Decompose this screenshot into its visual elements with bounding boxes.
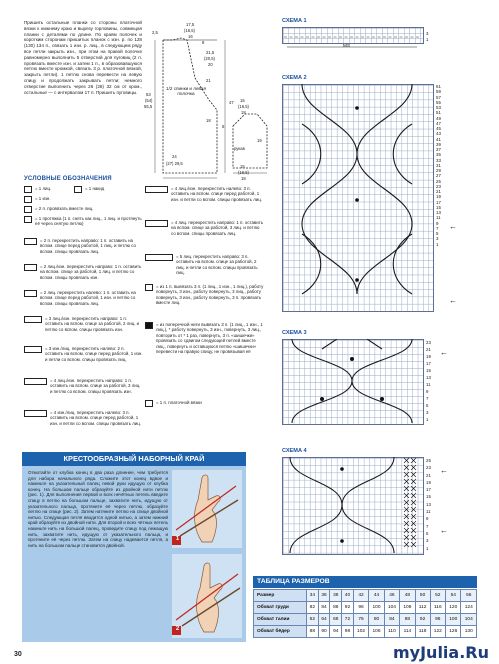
cross-4-right-symbol	[24, 378, 47, 385]
scheme-2-cables	[282, 84, 432, 310]
scheme-3-title: СХЕМА 3	[282, 330, 307, 336]
table-row: Размер 34 36 38 40 42 44 46 48 50 52 54 56	[254, 590, 477, 602]
dim-label: 8	[202, 40, 205, 45]
scheme-3-cables	[282, 339, 422, 423]
size-table	[253, 589, 477, 638]
dim-label: 18	[241, 110, 246, 115]
dim-label: 19	[257, 138, 262, 143]
table-row: Обхват талии 62 64 68 72 76 80 84 88 92 96 100 104	[254, 614, 477, 626]
scheme-3-repeat-arrow: ←	[440, 348, 448, 357]
legend-item: = 4 лиц. перекрестить направо: 1 п. оставить на вспом. спице за работой, 3 лиц. и петлю со вспом. спицы провязать лиц.	[145, 220, 265, 236]
scheme-2-repeat-arrow: ←	[449, 222, 457, 231]
cross-5-symbol	[145, 254, 173, 261]
ssk-symbol	[24, 216, 32, 223]
legend-item: = 2 лиц./изн. перекрестить направо: 1 п. оставить на вспом. спице за работой, 1 лиц. и петлю со вспом. спицы провязать изн.	[24, 264, 144, 280]
scheme-3-row-numbers: 23 21 19 17 15 13 11 9 7 5 3 1	[426, 340, 431, 422]
dim-label: 47	[229, 100, 234, 105]
dim-label: 24	[172, 154, 177, 159]
cross-4-left-purl-symbol	[145, 186, 168, 193]
cross-2-right-symbol	[24, 238, 37, 245]
scheme-2-title: СХЕМА 2	[282, 75, 307, 81]
scheme-2-row-numbers: 61 59 57 55 53 51 49 47 45 43 41 39 37 35 33 31 29 27 25 23 21 19 17 15 13 11 9 7 5 3 1	[436, 84, 441, 247]
howto-text: Отмотайте от клубка конец в два раза длиннее, чем требуется для набора начального ряда. Сложите этот конец вдвое и накиньте на указательный палец левой руки идущую от клубка конец. На большом пальце образуйте из двойной нити петлю (рис. 1). Для выполнения первой и всех нечётных петель введите спицу в петлю на большом пальце, захватите нить, идущую от указательного пальца, протяните её через петлю, образуйте петлю на спице (рис. 2). Затем натяните петлю на спице двойной нитью. Следующая петля вводится одной нитью, а затем нижний край образуйте из двойной нити. Для второй и всех чётных петель накиньте нить на большой палец, проведите спицу под лежащую нить, захватите нить, идущую от указательного пальца, и протяните её через петлю. Затем на спицу надевается петля, а нить на большом пальце становится двойной.	[28, 470, 168, 548]
piece1-label: 1/2 спинки и левая полочка	[166, 86, 206, 96]
scheme-4-title: СХЕМА 4	[282, 448, 307, 454]
dim-label: 15	[240, 164, 245, 169]
knit-symbol	[24, 186, 32, 193]
dim-label: 2,5	[152, 30, 158, 35]
legend-item: = 2 п. перекрестить направо: 1 п. оставить на вспом. спице перед работой, 1 лиц. и петлю со вспом. спицы провязать лиц.	[24, 238, 144, 254]
dim-label: (20,5)	[204, 56, 215, 61]
table-row: Обхват бёдер 88 90 94 98 102 106 110 114 118 122 126 130	[254, 626, 477, 638]
yarn-over-symbol	[74, 186, 82, 193]
size-table-title: ТАБЛИЦА РАЗМЕРОВ	[253, 576, 477, 588]
cross-4-left-symbol	[24, 410, 47, 417]
legend-item: = 1 накид	[74, 186, 134, 193]
site-watermark[interactable]: myJulia.Ru	[393, 643, 489, 662]
dim-label: 16	[188, 34, 193, 39]
legend-item: = 4 лиц./изн. перекрестить направо: 1 п. оставить на вспом. спице за работой, 3 лиц. и петлю со вспом. спицы провязать изн.	[24, 378, 144, 394]
bobble-from-strand-symbol	[145, 322, 153, 329]
dim-label: (16,5)	[238, 104, 249, 109]
scheme-1-title: СХЕМА 1	[282, 18, 307, 24]
cross-4-knit-symbol	[145, 220, 168, 227]
dim-label: (27) 29,5	[166, 161, 183, 166]
dim-label: 17,5	[186, 22, 195, 27]
cross-3-left-symbol	[24, 346, 42, 353]
legend-item: = 1 п. платочной вязки	[145, 400, 265, 407]
scheme-1-row: 1	[426, 37, 429, 42]
scheme-4-repeat-arrow: ←	[440, 466, 448, 475]
legend-item: = из поперечной нити вывязать 3 п. (1 лиц., 1 изн., 1 лиц.), * работу повернуть, 3 изн., повернуть, 3 лиц., повторить от * 1 раз, повернуть, 3 п. «шишечки» провязать со сдвигом следующей петлей вместе лиц., повернуть и оставшуюся петлю «шишечки» перевести на правую спицу, не провязывая её	[145, 322, 265, 354]
bobble-symbol	[145, 284, 153, 291]
dim-label: 21,5	[206, 50, 215, 55]
k2tog-symbol	[24, 206, 32, 213]
pattern-schematic	[145, 18, 275, 188]
dim-label: 5	[222, 124, 225, 129]
howto-title: КРЕСТООБРАЗНЫЙ НАБОРНЫЙ КРАЙ	[22, 452, 246, 466]
intro-text: Пришить остальные планки со стороны платочной вязки к нижнему краю и вырезу горловины, совмещая планки с деталями по длине. По краям полочек и коротким сторонам пришитых планок с изн. р. по 128 (130) 134 п., связать 1 изн. р. лиц., в следующем ряду все петли закрыть изн., при этом на правой полочке равномерно выполнить 5 отверстий для пуговиц (2 п. провязать вместе изн. и затем 1 п., в образовавшуюся петлю вместе кромкой, связать 3 р. платочной вязкой, закрыть петли). 1 петлю снова перевести на левую спицу и продолжать закрывать петли; немного отверстие выполнить через 26 (28) 32 см от кром., остальные — с интервалом 17 п. Пришить пуговицы.	[24, 20, 142, 95]
legend-item: = 4 изн./лиц. перекрестить налево: 3 п. оставить на вспом. спице перед работой, 1 изн. и петли со вспом. спицы провязать лиц.	[24, 410, 144, 426]
legend-item: = 3 лиц./изн. перекрестить направо: 1 п. оставить на вспом. спице за работой, 2 лиц. и петлю со вспом. спицы провязать изн.	[24, 316, 144, 332]
cross-3-right-symbol	[24, 316, 42, 323]
purl-symbol	[24, 196, 32, 203]
dim-label: (16,5)	[184, 28, 195, 33]
dim-label: (54)	[145, 98, 153, 103]
scheme-4-row-numbers: 25 23 21 19 17 15 13 11 9 7 5 3 1	[426, 458, 431, 551]
dim-label: 53	[146, 92, 151, 97]
legend-item: = 5 лиц. перекрестить направо: 3 п. оставить на вспом. спице за работой, 2 лиц. и петли со вспом. спицы провязать лиц.	[145, 254, 265, 276]
scheme-4-cables	[282, 457, 422, 553]
scheme-2-repeat-arrow: ←	[449, 296, 457, 305]
howto-illustrations	[172, 470, 242, 640]
legend-item: = 4 лиц./изн. перекрестить налево: 3 п. оставить на вспом. спице перед работой, 1 изн. и петли со вспом. спицы провязать лиц.	[145, 186, 265, 202]
dim-label: 55,5	[144, 104, 153, 109]
legend-item: = 1 изн.	[24, 196, 84, 203]
page-number: 30	[14, 651, 22, 658]
legend-item: = из 1 п. вывязать 3 п. (1 лиц., 1 изн., 1 лиц.), работу повернуть, 3 изн., работу повернуть, 3 лиц., работу повернуть, 3 изн., работу повернуть, 3 п. провязать вместе лиц.	[145, 284, 265, 306]
legend-item: = 2 п. провязать вместе лиц.	[24, 206, 144, 213]
legend-item: = 2 лиц. перекрестить налево: 1 п. оставить на вспом. спице перед работой, 1 изн. и петлю со вспом. спицы провязать лиц.	[24, 290, 144, 306]
fig-2-number: 2	[175, 626, 180, 632]
cross-2-left-symbol	[24, 290, 37, 297]
dim-label: 18	[206, 118, 211, 123]
dim-label: 21	[206, 78, 211, 83]
cross-2-knit-purl-symbol	[24, 264, 37, 271]
garter-symbol	[145, 400, 153, 407]
dim-label: (16,5)	[238, 170, 249, 175]
scheme-4-garter-column	[404, 458, 416, 547]
dim-label: 15	[240, 98, 245, 103]
scheme-1-ms-label: MS	[343, 44, 351, 49]
legend-item: = 1 протяжка (1 п. снять как лиц., 1 лиц. и протянуть её через снятую петлю)	[24, 216, 144, 227]
dim-label: 18	[241, 176, 246, 181]
legend-title: УСЛОВНЫЕ ОБОЗНАЧЕНИЯ	[24, 176, 112, 182]
table-row: Обхват груди 82 84 88 92 96 100 104 108 112 116 120 124	[254, 602, 477, 614]
scheme-4-repeat-arrow: ←	[440, 526, 448, 535]
dim-label: рукав	[234, 146, 245, 151]
scheme-1-row: 3	[426, 31, 429, 36]
legend-item: = 3 изн./лиц. перекрестить налево: 2 п. оставить на вспом. спице перед работой, 1 изн. и петли со вспом. спицы провязать лиц.	[24, 346, 144, 362]
dim-label: 20	[208, 62, 213, 67]
scheme-1-marks	[282, 27, 422, 53]
legend-item: = 1 лиц.	[24, 186, 74, 193]
fig-1-number: 1	[175, 536, 180, 542]
